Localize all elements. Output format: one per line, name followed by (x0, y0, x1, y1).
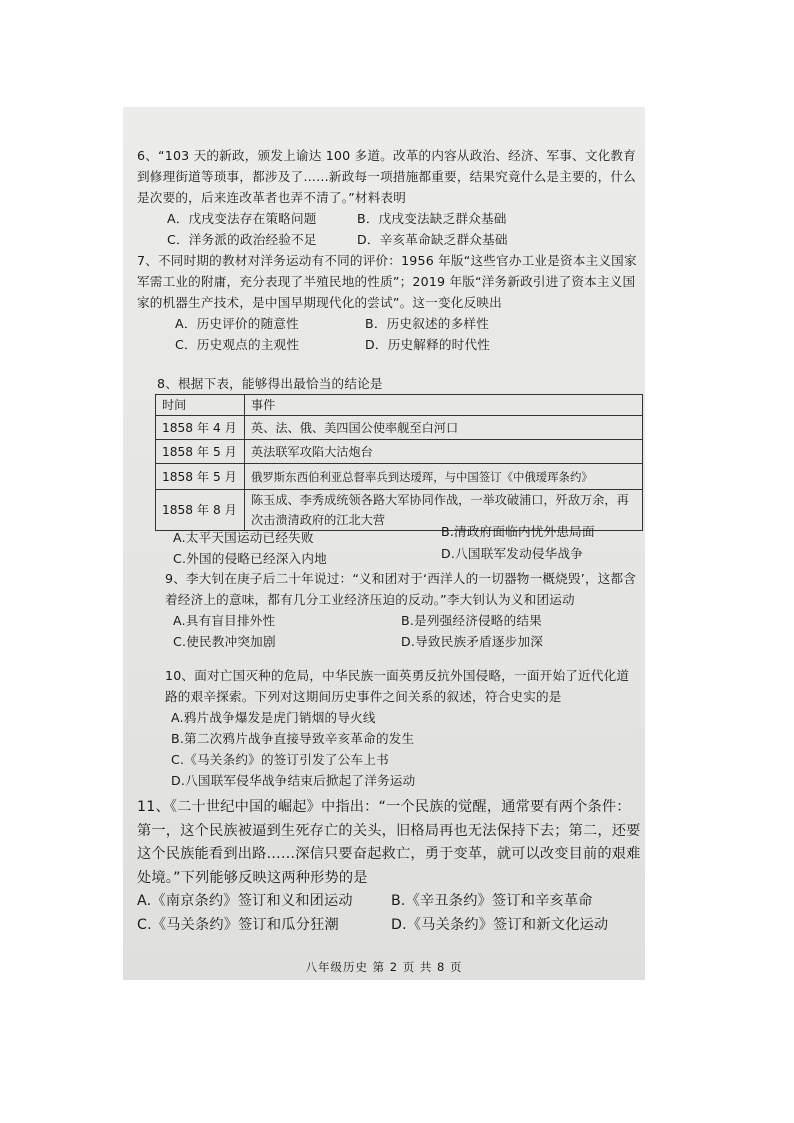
option-d: D.《马关条约》签订和新文化运动 (391, 917, 609, 933)
question-9 (165, 568, 641, 652)
option-a: A.《南京条约》签订和义和团运动 (137, 893, 353, 909)
option-a: A.太平天国运动已经失败 (173, 530, 314, 545)
question-6 (137, 145, 639, 250)
option-a: A.鸦片战争爆发是虎门销烟的导火线 (171, 710, 376, 725)
option-a: A.具有盲目排外性 (173, 613, 276, 628)
option-c: C.《马关条约》签订和瓜分狂潮 (137, 917, 339, 933)
option-b: B.清政府面临内忧外患局面 (441, 524, 595, 539)
options (165, 707, 641, 791)
question-7 (137, 250, 639, 355)
option-a: A．历史评价的随意性 (175, 316, 299, 331)
options (165, 610, 641, 652)
options (173, 524, 641, 569)
question-stem: 6、“103 天的新政，颁发上谕达 100 多道。改革的内容从政治、经济、军事、文化教育到修理街道等琐事，都涉及了……新政每一项措施都重要，结果究竟什么是主要的，什么是次要的，后来连改革者也弄不清了。”材料表明 (137, 148, 637, 205)
question-stem: 8、根据下表，能够得出最恰当的结论是 (157, 376, 383, 391)
question-10 (165, 665, 641, 791)
option-b: B．戊戌变法缺乏群众基础 (357, 211, 507, 226)
option-c: C.使民教冲突加剧 (173, 634, 276, 649)
table-row (156, 440, 643, 464)
options (137, 313, 639, 355)
option-d: D．历史解释的时代性 (365, 337, 491, 352)
option-d: D.八国联军侵华战争结束后掀起了洋务运动 (171, 773, 416, 788)
option-a: A．戊戌变法存在策略问题 (167, 211, 317, 226)
exam-page (123, 107, 645, 980)
cell-time: 1858 年 5 月 (156, 464, 245, 490)
question-stem: 10、面对亡国灭种的危局，中华民族一面英勇反抗外国侵略，一面开始了近代化道路的艰辛探索。下列对这期间历史事件之间关系的叙述，符合史实的是 (165, 668, 630, 704)
option-c: C．历史观点的主观性 (175, 337, 300, 352)
cell-event: 英、法、俄、美四国公使率舰至白河口 (245, 416, 643, 440)
cell-event: 陈玉成、李秀成统领各路大军协同作战，一举攻破浦口，歼敌万余，再次击溃清政府的江北大营 (245, 490, 643, 531)
cell-event: 英法联军攻陷大沽炮台 (245, 440, 643, 464)
option-b: B.是列强经济侵略的结果 (401, 613, 542, 628)
question-8-options (173, 524, 641, 569)
question-stem: 7、不同时期的教材对洋务运动有不同的评价：1956 年版“这些官办工业是资本主义国家军需工业的附庸，充分表现了半殖民地的性质”；2019 年版“洋务新政引进了资本主义国家的机器生产技术，是中国早期现代化的尝试”。这一变化反映出 (137, 253, 637, 310)
question-stem: 9、李大钊在庚子后二十年说过：“义和团对于‘西洋人的一切器物一概烧毁’，这都含着经济上的意味，都有几分工业经济压迫的反动。”李大钊认为义和团运动 (165, 571, 637, 607)
option-c: C.《马关条约》的签订引发了公车上书 (171, 752, 389, 767)
cell-event: 俄罗斯东西伯利亚总督率兵到达瑷珲，与中国签订《中俄瑷珲条约》 (245, 464, 643, 490)
option-d: D.导致民族矛盾逐步加深 (401, 634, 544, 649)
option-b: B.第二次鸦片战争直接导致辛亥革命的发生 (171, 731, 415, 746)
option-c: C.外国的侵略已经深入内地 (173, 551, 327, 566)
cell-time: 1858 年 8 月 (156, 490, 245, 531)
table-row (156, 416, 643, 440)
header-time: 时间 (156, 395, 245, 416)
option-b: B.《辛丑条约》签订和辛亥革命 (391, 893, 593, 909)
header-event: 事件 (245, 395, 643, 416)
table-row (156, 464, 643, 490)
question-stem: 11、《二十世纪中国的崛起》中指出：“一个民族的觉醒，通常要有两个条件：第一，这个民族被逼到生死存亡的关头，旧格局再也无法保持下去；第二，还要这个民族能看到出路……深信只要奋起救亡，勇于变革，就可以改变目前的艰难处境。”下列能够反映这两种形势的是 (137, 799, 641, 886)
options (137, 208, 639, 250)
table-header-row (156, 395, 643, 416)
option-c: C．洋务派的政治经验不足 (167, 232, 317, 247)
question-11 (137, 796, 641, 938)
cell-time: 1858 年 5 月 (156, 440, 245, 464)
cell-time: 1858 年 4 月 (156, 416, 245, 440)
option-b: B．历史叙述的多样性 (365, 316, 489, 331)
events-table (155, 394, 643, 531)
options (137, 890, 641, 938)
option-d: D．辛亥革命缺乏群众基础 (357, 232, 508, 247)
page-footer: 八年级历史 第 2 页 共 8 页 (305, 960, 463, 974)
option-d: D.八国联军发动侵华战争 (441, 546, 584, 561)
question-8 (157, 373, 641, 394)
